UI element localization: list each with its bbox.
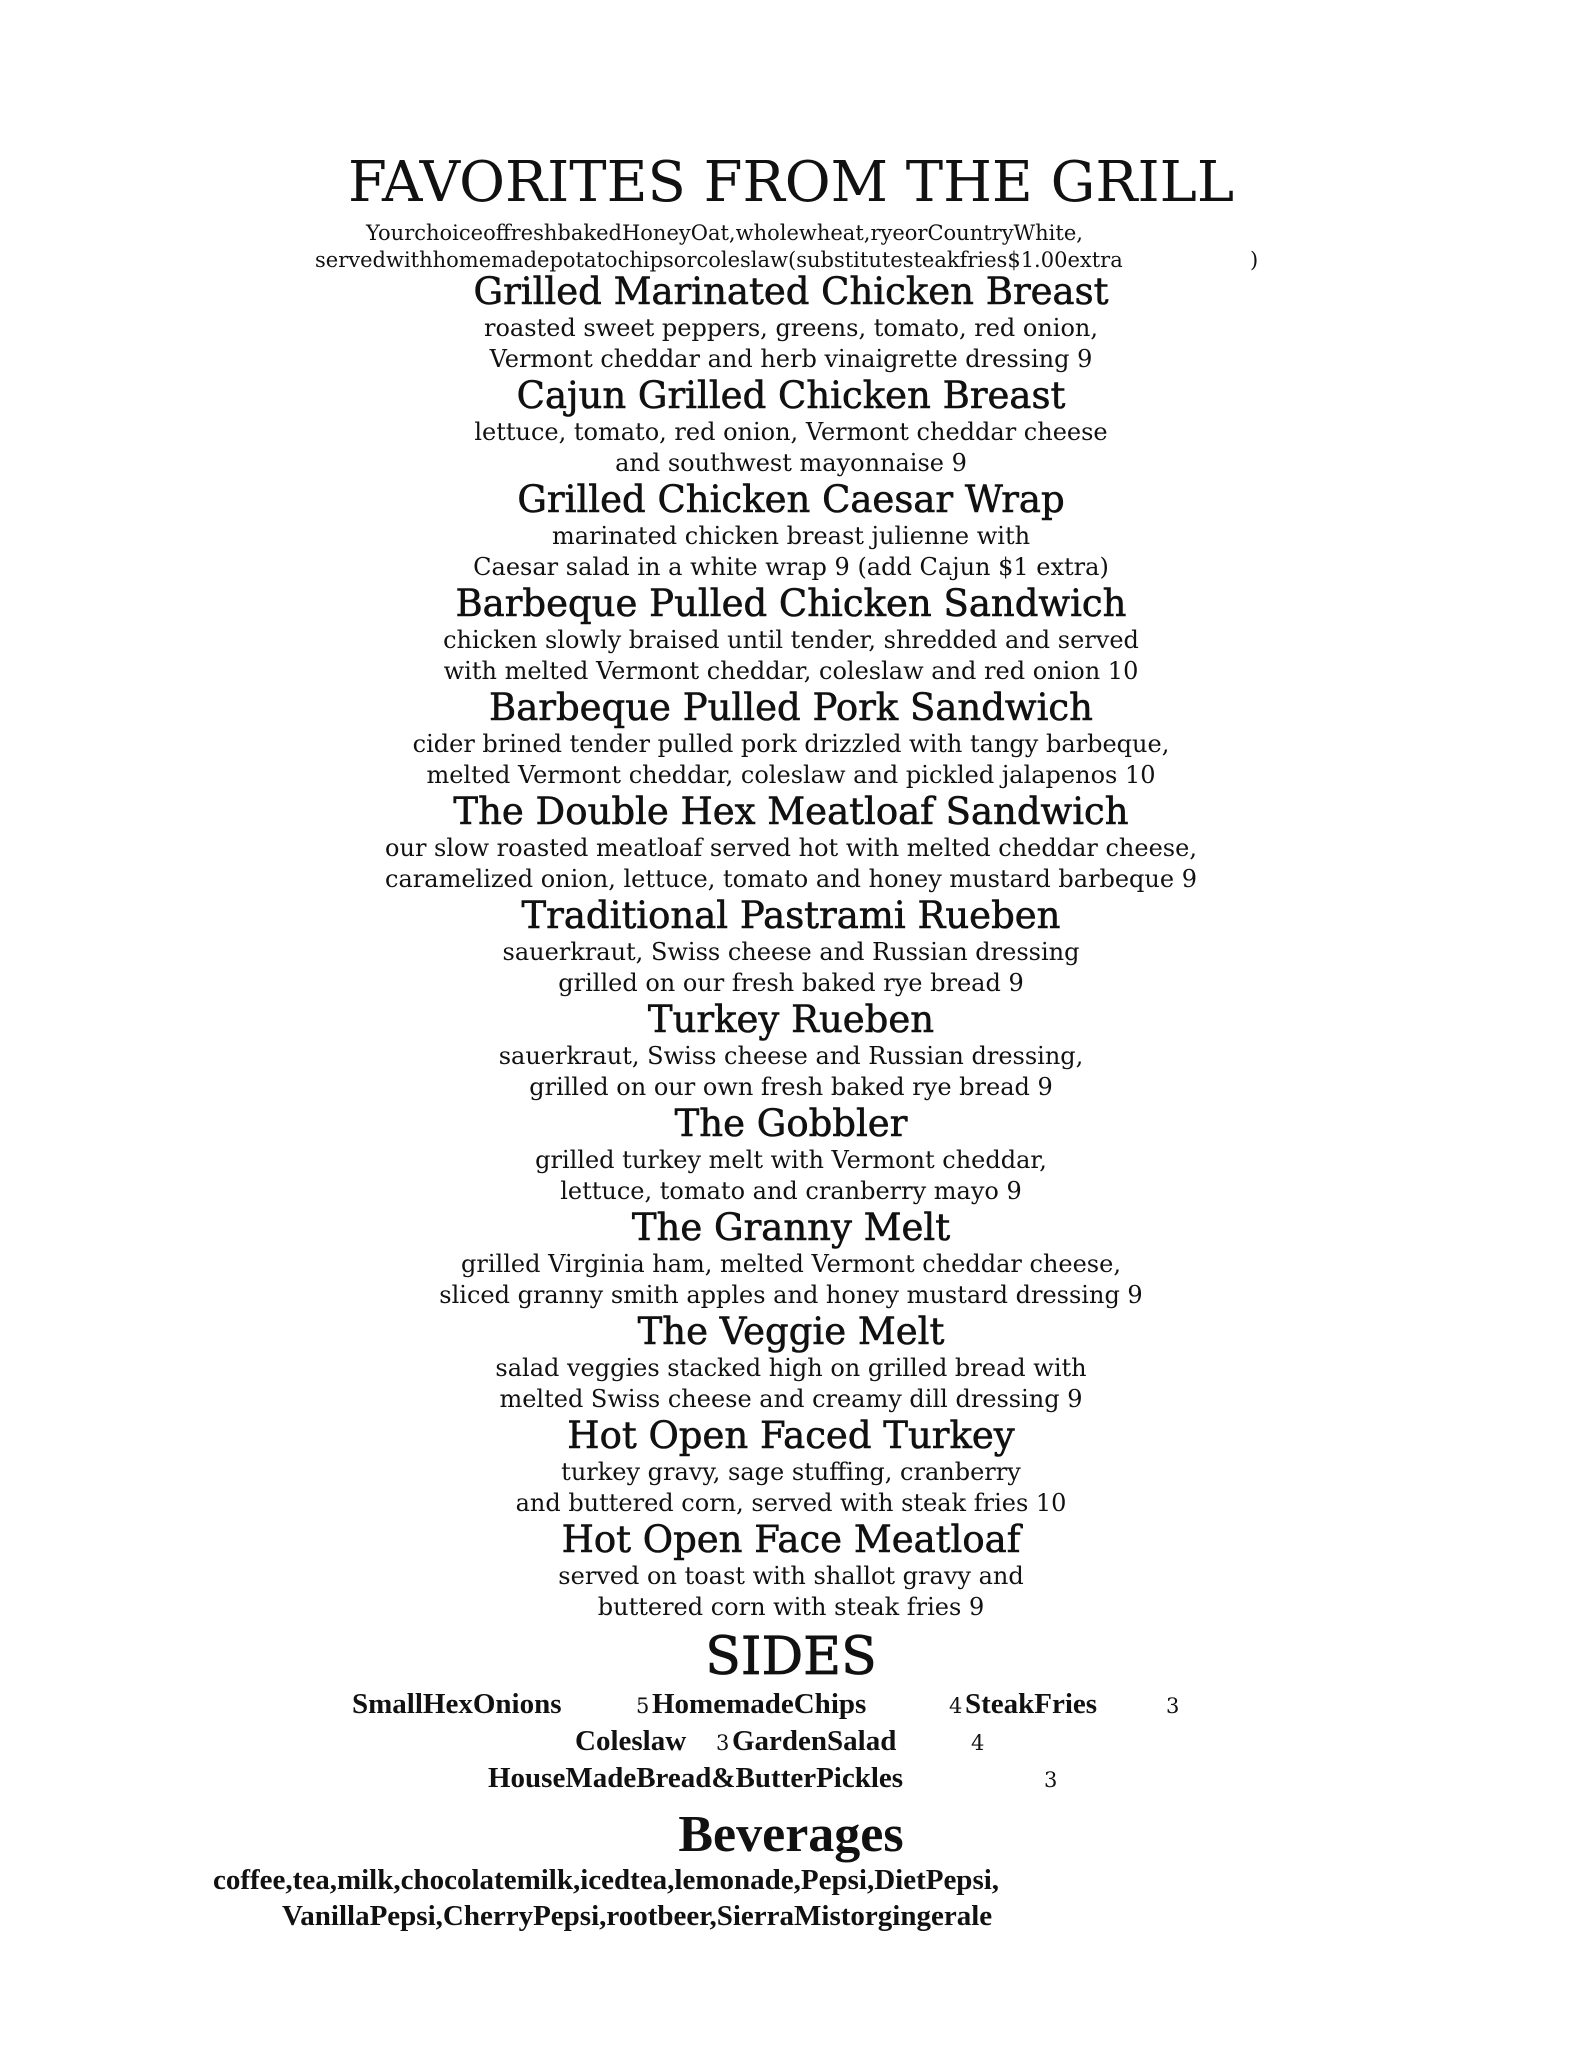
side-name: SteakFries [965,1688,1098,1720]
item-desc-1: grilled Virginia ham, melted Vermont cheddar cheese, [461,1250,1121,1278]
side-price: 3 [1044,1768,1058,1792]
item-desc-2: buttered corn with steak fries 9 [597,1593,985,1621]
side-name: Coleslaw [575,1725,687,1757]
item-desc-1: sauerkraut, Swiss cheese and Russian dressing [502,938,1080,966]
intro-line-2: servedwithhomemadepotatochipsorcoleslaw(substitutesteakfries$1.00extra [315,248,1123,272]
side-name: HouseMadeBread&ButterPickles [488,1762,904,1794]
item-desc-2: and southwest mayonnaise 9 [615,449,967,477]
item-desc-1: served on toast with shallot gravy and [558,1562,1024,1590]
side-price: 4 [971,1731,985,1755]
item-name: Grilled Marinated Chicken Breast [473,270,1109,313]
beverages-line-1: coffee,tea,milk,chocolatemilk,icedtea,lemonade,Pepsi,DietPepsi, [213,1864,1000,1896]
item-desc-2: sliced granny smith apples and honey mustard dressing 9 [439,1281,1143,1309]
item-name: Hot Open Faced Turkey [567,1414,1015,1457]
item-desc-1: sauerkraut, Swiss cheese and Russian dressing, [498,1042,1084,1070]
item-desc-1: our slow roasted meatloaf served hot with melted cheddar cheese, [385,834,1197,862]
item-name: Turkey Rueben [647,998,935,1041]
intro-line-1: YourchoiceoffreshbakedHoneyOat,wholewheat,ryeorCountryWhite, [366,221,1083,245]
item-desc-1: lettuce, tomato, red onion, Vermont cheddar cheese [474,418,1108,446]
item-desc-2: melted Vermont cheddar, coleslaw and pickled jalapenos 10 [426,761,1156,789]
item-desc-2: and buttered corn, served with steak fries 10 [515,1489,1067,1517]
item-desc-2: melted Swiss cheese and creamy dill dressing 9 [499,1385,1083,1413]
item-name: The Veggie Melt [637,1310,945,1353]
item-name: The Double Hex Meatloaf Sandwich [453,790,1129,833]
item-desc-2: grilled on our fresh baked rye bread 9 [558,969,1024,997]
item-desc-2: Caesar salad in a white wrap 9 (add Cajun $1 extra) [473,553,1109,581]
side-price: 3 [716,1731,730,1755]
intro-close-paren: ) [1250,248,1259,272]
item-desc-1: grilled turkey melt with Vermont cheddar, [535,1146,1047,1174]
side-name: SmallHexOnions [352,1688,562,1720]
item-desc-1: marinated chicken breast julienne with [551,522,1031,550]
item-name: Grilled Chicken Caesar Wrap [517,478,1065,521]
item-name: The Granny Melt [631,1206,951,1249]
item-desc-1: cider brined tender pulled pork drizzled with tangy barbeque, [412,730,1170,758]
item-name: Cajun Grilled Chicken Breast [516,374,1066,417]
item-desc-1: salad veggies stacked high on grilled bread with [495,1354,1087,1382]
item-desc-1: chicken slowly braised until tender, shredded and served [443,626,1139,654]
item-desc-2: caramelized onion, lettuce, tomato and honey mustard barbeque 9 [385,865,1197,893]
item-desc-2: Vermont cheddar and herb vinaigrette dressing 9 [489,345,1093,373]
menu-title: FAVORITES FROM THE GRILL [347,150,1235,215]
side-price: 4 [949,1694,963,1718]
item-desc-1: turkey gravy, sage stuffing, cranberry [561,1458,1021,1486]
beverages-title: Beverages [678,1806,904,1863]
item-name: The Gobbler [674,1102,908,1145]
item-name: Hot Open Face Meatloaf [561,1518,1021,1561]
item-desc-2: lettuce, tomato and cranberry mayo 9 [560,1177,1022,1205]
sides-title: SIDES [705,1627,877,1687]
item-name: Barbeque Pulled Chicken Sandwich [455,582,1127,625]
side-name: HomemadeChips [652,1688,867,1720]
item-name: Traditional Pastrami Rueben [521,894,1061,937]
side-name: GardenSalad [732,1725,897,1757]
side-price: 3 [1166,1694,1180,1718]
item-desc-1: roasted sweet peppers, greens, tomato, red onion, [483,314,1099,342]
side-price: 5 [636,1694,650,1718]
item-desc-2: grilled on our own fresh baked rye bread 9 [529,1073,1053,1101]
item-name: Barbeque Pulled Pork Sandwich [489,686,1093,729]
item-desc-2: with melted Vermont cheddar, coleslaw and red onion 10 [443,657,1139,685]
beverages-line-2: VanillaPepsi,CherryPepsi,rootbeer,SierraMistorgingerale [282,1900,993,1932]
